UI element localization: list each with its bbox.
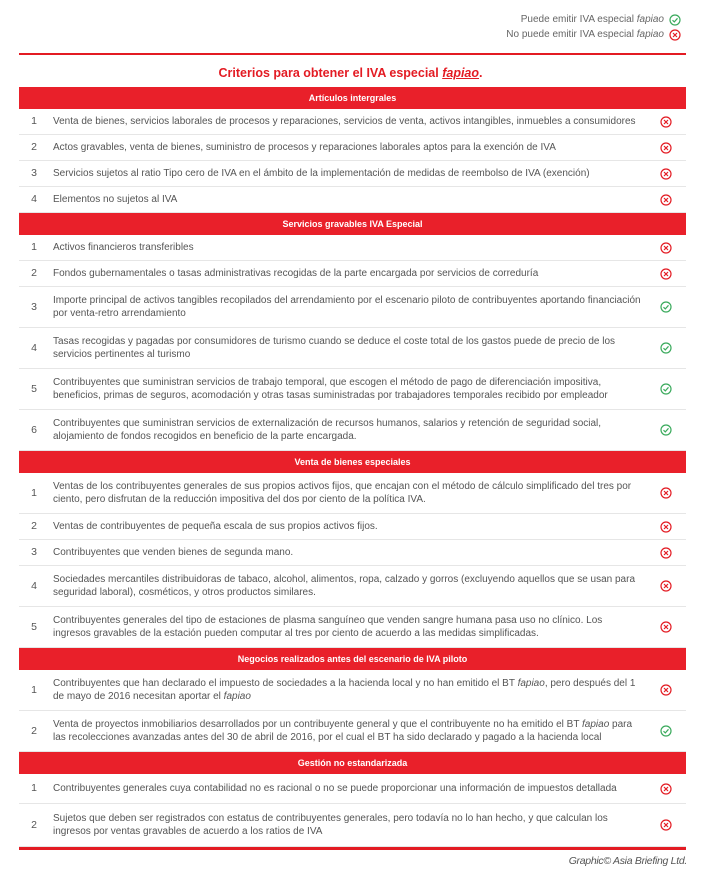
table-row — [19, 670, 686, 711]
bottom-divider — [19, 847, 686, 850]
section-heading: Venta de bienes especiales — [19, 451, 686, 473]
table-row — [19, 369, 686, 410]
row-text: Ventas de los contribuyentes generales de sus propios activos fijos, que encajan con el método de cálculo simplificado del tres por ciento, pero disfrutan de la reducción impositiva del dos por ciento de la política IVA. — [53, 481, 632, 505]
table-row — [19, 804, 686, 847]
row-number: 1 — [31, 241, 37, 253]
row-text: Tasas recogidas y pagadas por consumidores de turismo cuando se deduce el coste total de los gastos puede de precio de los servicios pertinentes al turismo — [53, 336, 616, 360]
check-circle-icon — [646, 301, 686, 313]
row-text: Actos gravables, venta de bienes, suministro de procesos y reparaciones laborales aptos para la exención de IVA — [53, 142, 556, 153]
table-row — [19, 711, 686, 752]
table-row — [19, 261, 686, 287]
section-heading: Artículos intergrales — [19, 87, 686, 109]
row-text: Elementos no sujetos al IVA — [53, 194, 178, 205]
row-number: 3 — [31, 167, 37, 179]
legend-no-italic: fapiao — [636, 29, 664, 40]
row-text: Contribuyentes generales cuya contabilidad no es racional o no se puede proporcionar una información de impuestos detallada — [53, 783, 617, 794]
row-number: 3 — [31, 300, 37, 313]
x-circle-icon — [646, 116, 686, 128]
table-row — [19, 161, 686, 187]
legend — [506, 12, 681, 42]
x-circle-icon — [646, 487, 686, 499]
x-circle-icon — [646, 783, 686, 795]
criteria-table — [19, 87, 686, 850]
x-circle-icon — [646, 819, 686, 831]
check-circle-icon — [646, 725, 686, 737]
row-number: 5 — [31, 620, 37, 633]
row-text: Contribuyentes que suministran servicios de externalización de recursos humanos, salarios y retención de seguridad social, alojamiento de fondos recogidos en beneficio de la parte encargada. — [53, 418, 602, 442]
x-circle-icon — [646, 168, 686, 180]
table-row — [19, 287, 686, 328]
row-number: 1 — [31, 115, 37, 127]
x-circle-icon — [646, 621, 686, 633]
row-number: 6 — [31, 423, 37, 436]
x-circle-icon — [646, 242, 686, 254]
row-text: Contribuyentes que han declarado el impuesto de sociedades a la hacienda local y no han emitido el BT fapiao, pero después del 1 de mayo de 2016 necesitan aportar el fapiao — [53, 678, 636, 702]
row-number: 2 — [31, 520, 37, 532]
row-number: 3 — [31, 546, 37, 558]
section-heading: Negocios realizados antes del escenario de IVA piloto — [19, 648, 686, 670]
section-heading: Gestión no estandarizada — [19, 752, 686, 774]
row-text: Contribuyentes que venden bienes de segunda mano. — [53, 547, 294, 558]
row-text: Contribuyentes que suministran servicios de trabajo temporal, que escogen el método de pago de diferenciación impositiva, beneficios, primas de seguros, acomodación y otras tasas suministradas por trabajadores temporales recibido por empleador — [53, 377, 608, 401]
table-row — [19, 187, 686, 213]
x-circle-icon — [669, 29, 681, 41]
x-circle-icon — [646, 194, 686, 206]
table-row — [19, 566, 686, 607]
table-row — [19, 540, 686, 566]
row-number: 2 — [31, 818, 37, 831]
credit: Graphic© Asia Briefing Ltd. — [568, 855, 687, 867]
row-text: Sociedades mercantiles distribuidoras de tabaco, alcohol, alimentos, ropa, calzado y gorros (excluyendo aquellos que se usan para seguridad laboral), cosméticos, y otros productos similares. — [53, 574, 636, 598]
title-italic: fapiao — [442, 66, 480, 80]
row-number: 1 — [31, 486, 37, 499]
page-title — [0, 66, 701, 80]
legend-yes — [506, 12, 681, 27]
legend-no — [506, 27, 681, 42]
legend-yes-label: Puede emitir IVA especial — [520, 14, 637, 25]
row-text: Contribuyentes generales del tipo de estaciones de plasma sanguíneo que venden sangre humana pasa uso no clínico. Los ingresos gravables de la estación pueden computar al tres por ciento de acuerdo a las medidas simplificadas. — [53, 615, 603, 639]
table-row — [19, 774, 686, 804]
row-text: Fondos gubernamentales o tasas administrativas recogidas de la parte encargada por servicios de correduría — [53, 268, 539, 279]
row-text: Ventas de contribuyentes de pequeña escala de sus propios activos fijos. — [53, 521, 378, 532]
check-circle-icon — [646, 383, 686, 395]
row-number: 2 — [31, 724, 37, 737]
row-number: 2 — [31, 141, 37, 153]
section-heading: Servicios gravables IVA Especial — [19, 213, 686, 235]
row-number: 4 — [31, 341, 37, 354]
table-row — [19, 135, 686, 161]
legend-yes-italic: fapiao — [636, 14, 664, 25]
row-text: Venta de bienes, servicios laborales de procesos y reparaciones, servicios de venta, activos intangibles, inmuebles a consumidores — [53, 116, 636, 127]
check-circle-icon — [669, 14, 681, 26]
row-number: 1 — [31, 782, 37, 794]
legend-no-label: No puede emitir IVA especial — [506, 29, 637, 40]
table-row — [19, 514, 686, 540]
check-circle-icon — [646, 342, 686, 354]
row-text: Importe principal de activos tangibles recopilados del arrendamiento por el escenario piloto de contribuyentes aportando financiación por venta-retro arrendamiento — [53, 295, 641, 319]
row-number: 5 — [31, 382, 37, 395]
x-circle-icon — [646, 580, 686, 592]
title-suffix: . — [479, 66, 483, 80]
row-number: 2 — [31, 267, 37, 279]
row-number: 4 — [31, 193, 37, 205]
x-circle-icon — [646, 268, 686, 280]
row-text: Sujetos que deben ser registrados con estatus de contribuyentes generales, pero todavía no lo han hecho, y que calculan los ingresos por ventas gravables de acuerdo a los ratios de IVA — [53, 813, 608, 837]
row-number: 4 — [31, 579, 37, 592]
table-row — [19, 328, 686, 369]
row-text: Activos financieros transferibles — [53, 242, 194, 253]
title-text: Criterios para obtener el IVA especial — [218, 66, 443, 80]
top-divider — [19, 53, 686, 55]
row-number: 1 — [31, 683, 37, 696]
check-circle-icon — [646, 424, 686, 436]
table-row — [19, 109, 686, 135]
row-text: Servicios sujetos al ratio Tipo cero de IVA en el ámbito de la implementación de medidas de reembolso de IVA (exención) — [53, 168, 590, 179]
x-circle-icon — [646, 684, 686, 696]
x-circle-icon — [646, 521, 686, 533]
x-circle-icon — [646, 547, 686, 559]
table-row — [19, 473, 686, 514]
table-row — [19, 410, 686, 451]
table-row — [19, 607, 686, 648]
x-circle-icon — [646, 142, 686, 154]
table-row — [19, 235, 686, 261]
row-text: Venta de proyectos inmobiliarios desarrollados por un contribuyente general y que el contribuyente no ha emitido el BT fapiao para las recolecciones avanzadas antes del 30 de abril de 2016, por el cual el BT ha sido declarado y pagado a la hacienda local — [53, 719, 633, 743]
